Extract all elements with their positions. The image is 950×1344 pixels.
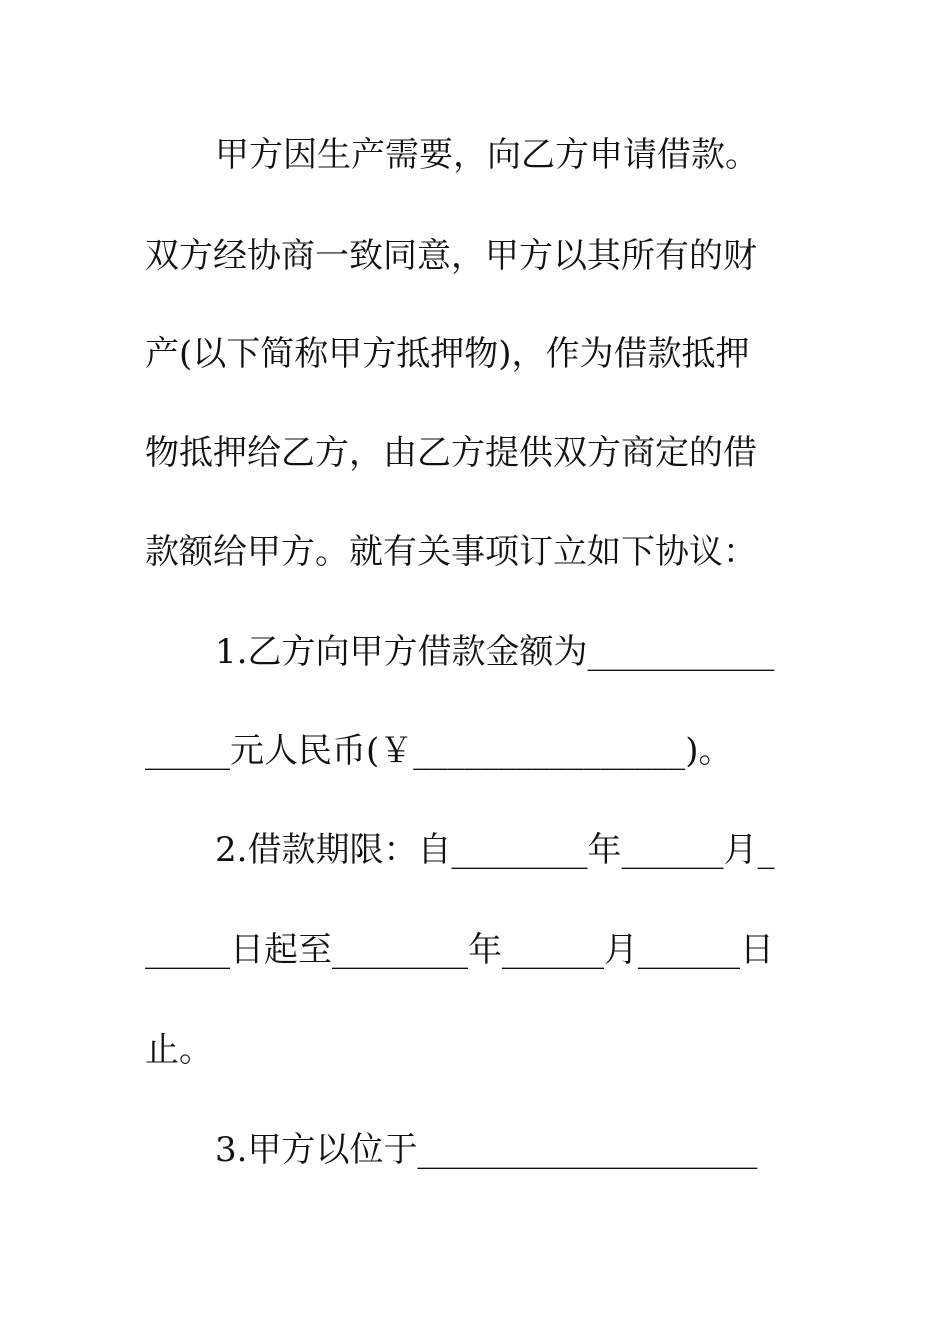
paragraph-intro-line-5: 款额给甲方。就有关事项订立如下协议： [145,532,757,572]
clause-2-line-2: _____日起至________年______月______日 [145,930,774,970]
paragraph-intro-line-4: 物抵押给乙方，由乙方提供双方商定的借 [145,433,757,473]
clause-1-line-1: 1.乙方向甲方借款金额为___________ [215,632,775,672]
paragraph-intro-line-2: 双方经协商一致同意，甲方以其所有的财 [145,236,757,276]
paragraph-intro-line-3: 产(以下简称甲方抵押物)，作为借款抵押 [145,334,750,374]
clause-1-line-2: _____元人民币(￥________________)。 [145,731,733,771]
clause-3-line-1: 3.甲方以位于____________________ [215,1130,758,1170]
clause-2-line-3: 止。 [145,1030,213,1070]
paragraph-intro-line-1: 甲方因生产需要，向乙方申请借款。 [215,135,759,175]
clause-2-line-1: 2.借款期限：自________年______月_ [215,830,775,870]
